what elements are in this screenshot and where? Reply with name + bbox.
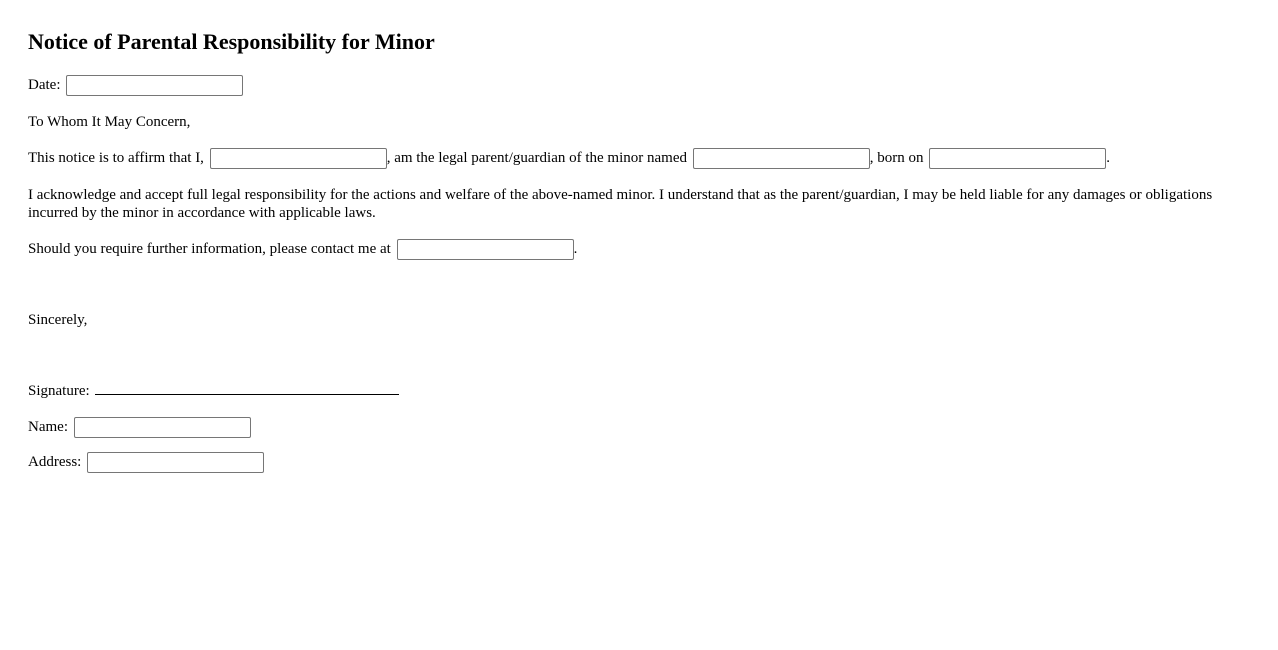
spacer xyxy=(28,277,1250,311)
name-row xyxy=(28,417,1250,438)
address-row xyxy=(28,452,1250,473)
affirm-mid-1: , am the legal parent/guardian of the minor named xyxy=(386,149,687,166)
contact-row xyxy=(28,239,1250,260)
name-field[interactable] xyxy=(74,417,251,438)
closing: Sincerely, xyxy=(28,312,88,328)
affirm-row xyxy=(28,148,1250,169)
signature-label: Signature: xyxy=(28,383,90,399)
contact-field[interactable] xyxy=(397,239,574,260)
signature-row xyxy=(28,380,1250,400)
contact-prefix: Should you require further information, please contact me at xyxy=(28,240,391,257)
date-label: Date: xyxy=(28,76,61,93)
signature-line[interactable] xyxy=(95,380,399,395)
address-field[interactable] xyxy=(87,452,264,473)
name-label: Name: xyxy=(28,418,68,435)
salutation: To Whom It May Concern, xyxy=(28,114,191,130)
affirm-suffix: . xyxy=(1106,149,1110,166)
parent-name-field[interactable] xyxy=(210,148,387,169)
minor-name-field[interactable] xyxy=(693,148,870,169)
page-title: Notice of Parental Responsibility for Minor xyxy=(28,29,435,54)
affirm-prefix: This notice is to affirm that I, xyxy=(28,149,204,166)
affirm-mid-2: , born on xyxy=(869,149,924,166)
date-field[interactable] xyxy=(66,75,243,96)
spacer xyxy=(28,346,1250,380)
date-row xyxy=(28,75,1250,96)
birth-date-field[interactable] xyxy=(929,148,1106,169)
contact-suffix: . xyxy=(573,240,578,257)
acknowledgement-paragraph: I acknowledge and accept full legal responsibility for the actions and welfare of the above-named minor. I understand that as the parent/guardian, I may be held liable for any damages or obligations incurred by the minor in accordance with applicable laws. xyxy=(28,187,1213,221)
address-label: Address: xyxy=(28,453,82,470)
